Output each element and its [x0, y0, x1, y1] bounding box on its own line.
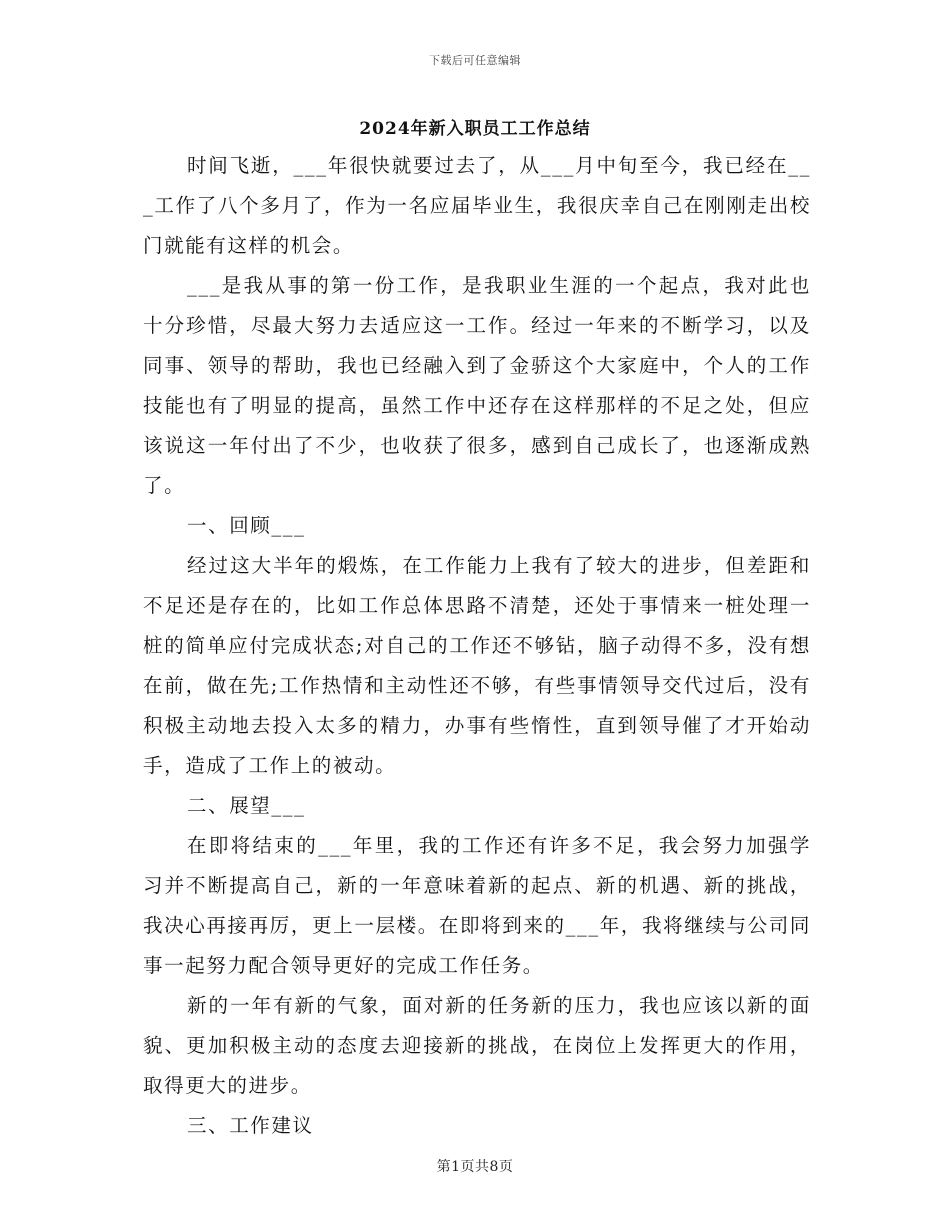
paragraph-intro: 时间飞逝，___年很快就要过去了，从___月中旬至今，我已经在___工作了八个多月了，作为一名应届毕业生，我很庆幸自己在刚刚走出校门就能有这样的机会。	[143, 154, 811, 257]
paragraph-outlook: 在即将结束的___年里，我的工作还有许多不足，我会努力加强学习并不断提高自己，新的一年意味着新的起点、新的机遇、新的挑战，我决心再接再厉，更上一层楼。在即将到来的___年，我将继续与公司同事一起努力配合领导更好的完成工作任务。	[143, 834, 811, 977]
section-heading-outlook: 二、展望___	[187, 794, 306, 817]
page-number: 第1页共8页	[436, 1159, 514, 1175]
section-heading-suggestions: 三、工作建议	[187, 1114, 314, 1137]
document-title: 2024年新入职员工工作总结	[359, 119, 591, 139]
section-heading-review: 一、回顾___	[187, 514, 306, 537]
document-body	[143, 146, 811, 1146]
page-header-note: 下载后可任意编辑	[429, 54, 521, 67]
paragraph-first-job: ___是我从事的第一份工作，是我职业生涯的一个起点，我对此也十分珍惜，尽最大努力去适应这一工作。经过一年来的不断学习，以及同事、领导的帮助，我也已经融入到了金骄这个大家庭中，个人的工作技能也有了明显的提高，虽然工作中还存在这样那样的不足之处，但应该说这一年付出了不少，也收获了很多，感到自己成长了，也逐渐成熟了。	[143, 274, 811, 497]
paragraph-new-year: 新的一年有新的气象，面对新的任务新的压力，我也应该以新的面貌、更加积极主动的态度去迎接新的挑战，在岗位上发挥更大的作用，取得更大的进步。	[143, 994, 811, 1097]
paragraph-review: 经过这大半年的煅炼，在工作能力上我有了较大的进步，但差距和不足还是存在的，比如工作总体思路不清楚，还处于事情来一桩处理一桩的简单应付完成状态;对自己的工作还不够钻，脑子动得不多，没有想在前，做在先;工作热情和主动性还不够，有些事情领导交代过后，没有积极主动地去投入太多的精力，办事有些惰性，直到领导催了才开始动手，造成了工作上的被动。	[143, 554, 811, 777]
